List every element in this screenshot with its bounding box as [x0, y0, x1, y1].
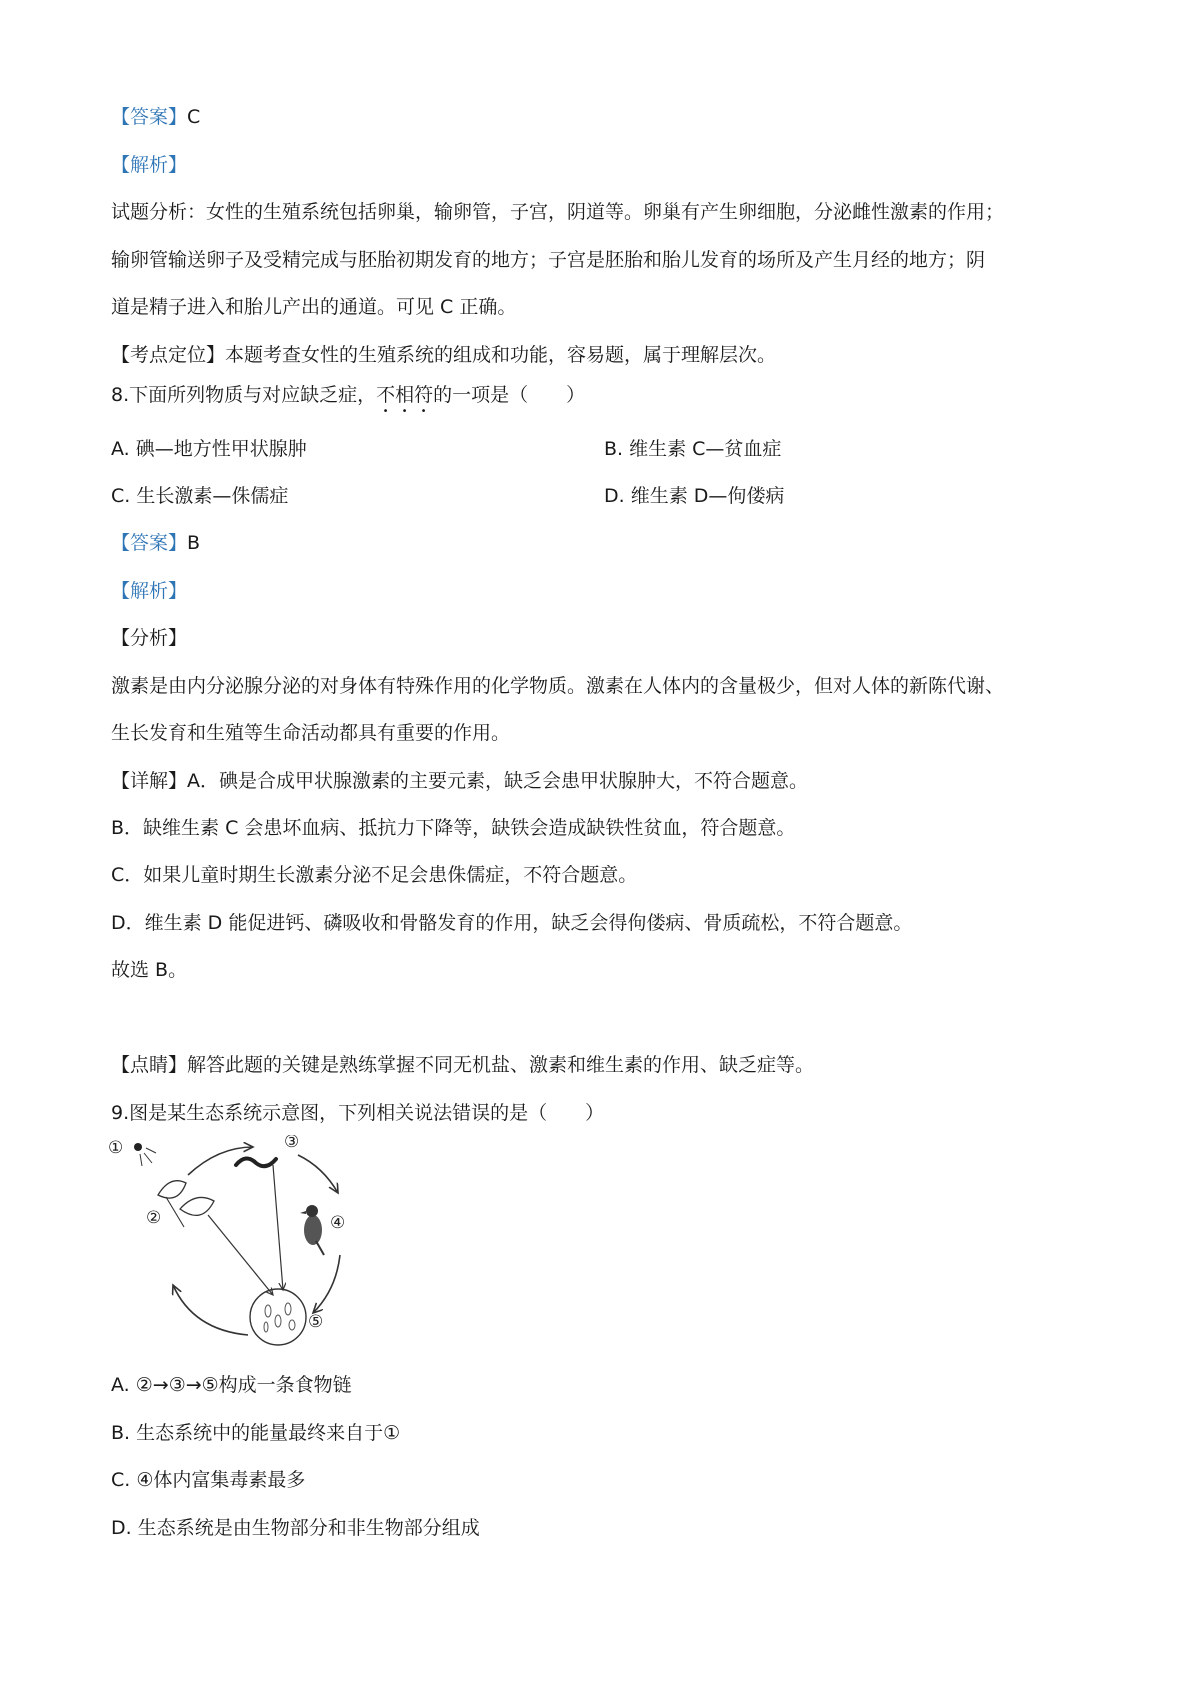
answer-value: B: [187, 532, 201, 554]
q8-dianjing: 【点睛】解答此题的关键是熟练掌握不同无机盐、激素和维生素的作用、缺乏症等。: [111, 1054, 815, 1076]
diagram-label-2: ②: [146, 1208, 162, 1228]
q8-stem-emphasis: 不相符: [376, 384, 434, 406]
q7-kaodian: 【考点定位】本题考查女性的生殖系统的组成和功能，容易题，属于理解层次。: [111, 344, 777, 366]
plant-icon: [158, 1181, 214, 1227]
q7-analysis-tag: 【解析】: [111, 154, 188, 176]
q7-answer-line: [111, 104, 200, 130]
q8-detail-d: D．维生素 D 能促进钙、磷吸收和骨骼发育的作用，缺乏会得佝偻病、骨质疏松，不符合题意。: [111, 912, 913, 934]
diagram-label-4: ④: [330, 1213, 346, 1233]
diagram-label-5: ⑤: [308, 1312, 324, 1332]
q9-option-d: D. 生态系统是由生物部分和非生物部分组成: [111, 1517, 480, 1539]
answer-tag: 【答案】: [111, 106, 188, 128]
q8-conclusion: 故选 B。: [111, 959, 188, 981]
answer-value: C: [187, 106, 201, 128]
q8-fenxi-line-2: 生长发育和生殖等生命活动都具有重要的作用。: [111, 722, 511, 744]
q8-fenxi-line-1: 激素是由内分泌腺分泌的对身体有特殊作用的化学物质。激素在人体内的含量极少，但对人体的新陈代谢、: [111, 675, 1005, 697]
q7-analysis-line-1: 试题分析：女性的生殖系统包括卵巢，输卵管，子宫，阴道等。卵巢有产生卵细胞，分泌雌性激素的作用；: [111, 201, 1005, 223]
q8-answer-line: [111, 530, 200, 556]
decomposer-icon: [250, 1289, 306, 1345]
q8-option-d: D. 维生素 D—佝偻病: [604, 485, 785, 507]
bird-icon: [300, 1205, 324, 1255]
q9-option-b: B. 生态系统中的能量最终来自于①: [111, 1422, 401, 1444]
q9-option-a: A. ②→③→⑤构成一条食物链: [111, 1374, 352, 1396]
q8-option-b: B. 维生素 C—贫血症: [604, 438, 782, 460]
insect-icon: [236, 1158, 276, 1166]
diagram-label-1: ①: [108, 1138, 124, 1158]
diagram-label-3: ③: [284, 1135, 300, 1152]
q8-stem: [111, 382, 585, 417]
q8-fenxi-tag: 【分析】: [111, 627, 188, 649]
q9-stem: 9.图是某生态系统示意图，下列相关说法错误的是（ ）: [111, 1102, 605, 1124]
q8-detail-a: 【详解】A．碘是合成甲状腺激素的主要元素，缺乏会患甲状腺肿大，不符合题意。: [111, 770, 808, 792]
sun-icon: [134, 1143, 156, 1166]
q8-option-a: A. 碘—地方性甲状腺肿: [111, 438, 307, 460]
q8-stem-after: 的一项是（ ）: [433, 384, 586, 406]
q8-detail-b: B．缺维生素 C 会患坏血病、抵抗力下降等，缺铁会造成缺铁性贫血，符合题意。: [111, 817, 796, 839]
q7-analysis-line-2: 输卵管输送卵子及受精完成与胚胎初期发育的地方；子宫是胚胎和胎儿发育的场所及产生月经的地方；阴: [111, 249, 986, 271]
q8-analysis-tag: 【解析】: [111, 580, 188, 602]
ecosystem-diagram: [108, 1135, 388, 1355]
q8-detail-c: C．如果儿童时期生长激素分泌不足会患侏儒症，不符合题意。: [111, 864, 638, 886]
q9-option-c: C. ④体内富集毒素最多: [111, 1469, 306, 1491]
q7-analysis-line-3: 道是精子进入和胎儿产出的通道。可见 C 正确。: [111, 296, 517, 318]
q8-stem-before: 8.下面所列物质与对应缺乏症，: [111, 384, 377, 406]
answer-tag: 【答案】: [111, 532, 188, 554]
q8-option-c: C. 生长激素—侏儒症: [111, 485, 289, 507]
